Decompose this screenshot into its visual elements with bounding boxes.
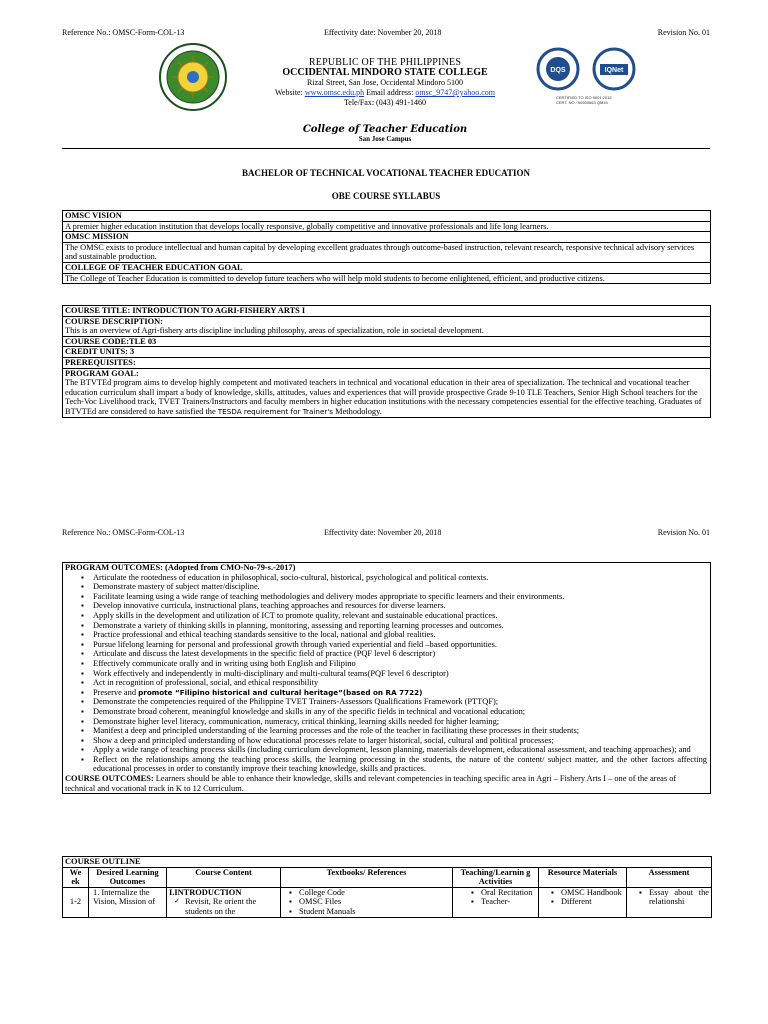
vision-mission-box bbox=[62, 210, 711, 284]
college-name: OCCIDENTAL MINDORO STATE COLLEGE bbox=[282, 67, 488, 78]
program-outcomes-heading: PROGRAM OUTCOMES: (Adopted from CMO-No-79-s.-2017) bbox=[65, 563, 296, 572]
reference-number: Reference No.: OMSC-Form-COL-13 bbox=[62, 528, 185, 537]
certification-text: CERTIFIED TO ISO 9001:2015 CERT. NO.: 50500663 QM15 bbox=[556, 95, 612, 105]
college-letterhead bbox=[230, 58, 540, 108]
website-link[interactable]: www.omsc.edu.ph bbox=[304, 88, 365, 97]
list-item: ▪ Work effectively and independently in multi-disciplinary and multi-cultural teams(PQF level 6 descriptor) bbox=[93, 669, 710, 679]
list-item: ▪ Apply a wide range of teaching process skills (including curriculum development, lesson planning, materials development, educational assessment, and teaching approaches); and bbox=[93, 745, 710, 755]
program-goal-heading: PROGRAM GOAL: bbox=[65, 368, 139, 378]
assessment-cell: ▪ Essay about the relationshi bbox=[627, 887, 712, 917]
mission-text: The OMSC exists to produce intellectual and human capital by developing excellent graduates through outcome-based instruction, relevant research, responsive technical advisory services and sustainable production. bbox=[63, 243, 710, 263]
list-item: ▪ Demonstrate a variety of thinking skills in planning, monitoring, assessing and reporting learning processes and outcomes. bbox=[93, 621, 710, 631]
college-address: Rizal Street, San Jose, Occidental Mindoro 5100 bbox=[307, 78, 463, 87]
email-link[interactable]: omsc_9747@yahoo.com bbox=[415, 88, 495, 97]
course-title: COURSE TITLE: INTRODUCTION TO AGRI-FISHERY ARTS I bbox=[65, 306, 306, 315]
list-item: ▪ Preserve and promote “Filipino historical and cultural heritage”(based on RA 7722) bbox=[93, 688, 710, 698]
campus-name: San Jose Campus bbox=[358, 135, 412, 143]
list-item: ▪ Effectively communicate orally and in writing using both English and Filipino bbox=[93, 659, 710, 669]
list-item: ▪ Apply skills in the development and utilization of ICT to promote quality, relevant and sustainable educational practices. bbox=[93, 611, 710, 621]
syllabus-title: OBE COURSE SYLLABUS bbox=[331, 191, 441, 201]
republic-line: REPUBLIC OF THE PHILIPPINES bbox=[308, 57, 462, 68]
college-unit-title: College of Teacher Education bbox=[302, 124, 468, 135]
col-week: We ek bbox=[63, 867, 89, 887]
page-2 bbox=[0, 500, 768, 1024]
course-code: COURSE CODE:TLE 03 bbox=[65, 336, 157, 346]
list-item: ▪ Demonstrate higher level literacy, communication, numeracy, critical thinking, learning skills needed for higher learning; bbox=[93, 717, 710, 727]
telefax: Tele/Fax: (043) 491-1460 bbox=[343, 98, 427, 107]
page-header bbox=[62, 28, 710, 40]
credit-units: CREDIT UNITS: 3 bbox=[65, 347, 135, 357]
col-resources: Resource Materials bbox=[539, 867, 627, 887]
list-item: ▪ Show a deep and principled understanding of how educational processes relate to larger historical, social, cultural and political processes; bbox=[93, 736, 710, 746]
list-item: ▪ Demonstrate the competencies required of the Philippine TVET Trainers-Assessors Qualifications Framework (PTTQF); bbox=[93, 697, 710, 707]
prerequisites: PREREQUISITES: bbox=[65, 357, 136, 367]
week-cell: 1-2 bbox=[63, 887, 89, 917]
program-goal-text: The BTVTEd program aims to develop highly competent and motivated teachers in technical and vocational education in their area of specialization. The technical and vocational teacher education curriculum shall impart a body of knowledge, skills, attitudes, values and experiences that will provide prospective Grade 9-10 TLE Teachers, Senior High School teachers for the Tech-Voc Livelihood track, TVET Trainers/Instructors and faculty members in higher education institutions with the necessary competencies essential for the effective teaching. Graduates of BTVTEd are considered to have satisfied the TESDA requirement for Trainer's Methodology. bbox=[65, 378, 702, 416]
table-header-row bbox=[63, 867, 712, 887]
table-row bbox=[63, 887, 712, 917]
list-item: ▪ Manifest a deep and principled understanding of the learning processes and the role of the teacher in facilitating these processes in their students; bbox=[93, 726, 710, 736]
list-item: ▪ Facilitate learning using a wide range of teaching methodologies and delivery modes appropriate to specific learners and their environments. bbox=[93, 592, 710, 602]
course-outline-caption: COURSE OUTLINE bbox=[63, 857, 712, 868]
program-title: BACHELOR OF TECHNICAL VOCATIONAL TEACHER EDUCATION bbox=[242, 168, 530, 178]
resources-cell: ▪ OMSC Handbook ▪ Different bbox=[539, 887, 627, 917]
iqnet-logo-text: IQNet bbox=[604, 67, 624, 74]
mission-heading: OMSC MISSION bbox=[65, 232, 129, 242]
course-description: This is an overview of Agri-fishery arts discipline including philosophy, areas of specialization, role in societal development. bbox=[63, 326, 710, 337]
dqs-logo-text: DQS bbox=[550, 67, 566, 74]
col-references: Textbooks/ References bbox=[281, 867, 453, 887]
course-info-box bbox=[62, 305, 711, 418]
course-outline-table bbox=[62, 856, 712, 918]
list-item: ▪ Demonstrate mastery of subject matter/discipline. bbox=[93, 582, 710, 592]
list-item: ▪ Reflect on the relationships among the teaching process skills, the learning processing in the students, the nature of the content/ subject matter, and the other factors affecting educational processes in order to constantly improve their teaching knowledge, skills and practices. bbox=[93, 755, 710, 774]
page-1 bbox=[0, 0, 768, 500]
list-item: ▪ Pursue lifelong learning for personal and professional growth through varied experiential and field –based opportunities. bbox=[93, 640, 710, 650]
outcome-cell: 1. Internalize the Vision, Mission of bbox=[89, 887, 167, 917]
page-header-2 bbox=[62, 528, 710, 540]
course-outcomes: COURSE OUTCOMES: Learners should be able to enhance their knowledge, skills and relevant competencies in teaching specific area in Agri – Fishery Arts I – one of the areas of technical and vocational track in K to 12 Curriculum. bbox=[65, 774, 677, 793]
list-item: ▪ Practice professional and ethical teaching standards sensitive to the local, national and global realities. bbox=[93, 630, 710, 640]
course-outcomes-heading: COURSE OUTCOMES: bbox=[65, 774, 154, 784]
program-outcomes-box bbox=[62, 562, 711, 794]
contact-line: Website: www.omsc.edu.ph Email address: omsc_9747@yahoo.com bbox=[275, 88, 495, 97]
content-cell: I.INTRODUCTION ✓ Revisit, Re orient the students on the bbox=[167, 887, 281, 917]
college-seal-icon bbox=[158, 42, 228, 112]
header-divider bbox=[62, 148, 710, 149]
activities-cell: ▪ Oral Recitation ▪ Teacher- bbox=[453, 887, 539, 917]
effectivity-date: Effectivity date: November 20, 2018 bbox=[324, 28, 442, 37]
references-cell: ▪ College Code ▪ OMSC Files ▪ Student Manuals bbox=[281, 887, 453, 917]
course-description-heading: COURSE DESCRIPTION: bbox=[65, 316, 163, 326]
col-activities: Teaching/Learnin g Activities bbox=[453, 867, 539, 887]
program-outcomes-list bbox=[63, 573, 710, 774]
col-content: Course Content bbox=[167, 867, 281, 887]
effectivity-date: Effectivity date: November 20, 2018 bbox=[324, 528, 442, 537]
col-assessment: Assessment bbox=[627, 867, 712, 887]
vision-text: A premier higher education institution that develops locally responsive, globally competitive and innovative professionals and life long learners. bbox=[63, 222, 710, 233]
list-item: ▪ Act in recognition of professional, social, and ethical responsibility bbox=[93, 678, 710, 688]
revision-number: Revision No. 01 bbox=[657, 28, 710, 37]
reference-number: Reference No.: OMSC-Form-COL-13 bbox=[62, 28, 185, 37]
list-item: ▪ Develop innovative curricula, instructional plans, teaching approaches and resources for diverse learners. bbox=[93, 601, 710, 611]
vision-heading: OMSC VISION bbox=[65, 211, 122, 220]
goal-heading: COLLEGE OF TEACHER EDUCATION GOAL bbox=[65, 262, 243, 272]
list-item: ▪ Demonstrate broad coherent, meaningful knowledge and skills in any of the specific fields in technical and vocational education; bbox=[93, 707, 710, 717]
list-item: ▪ Articulate and discuss the latest developments in the specific field of practice (PQF level 6 descriptor) bbox=[93, 649, 710, 659]
col-outcomes: Desired Learning Outcomes bbox=[89, 867, 167, 887]
college-unit bbox=[230, 124, 540, 143]
revision-number: Revision No. 01 bbox=[657, 528, 710, 537]
goal-text: The College of Teacher Education is committed to develop future teachers who will help mold students to become enlightened, efficient, and productive citizens. bbox=[65, 273, 605, 283]
list-item: ▪ Articulate the rootedness of education in philosophical, socio-cultural, historical, psychological and political contexts. bbox=[93, 573, 710, 583]
